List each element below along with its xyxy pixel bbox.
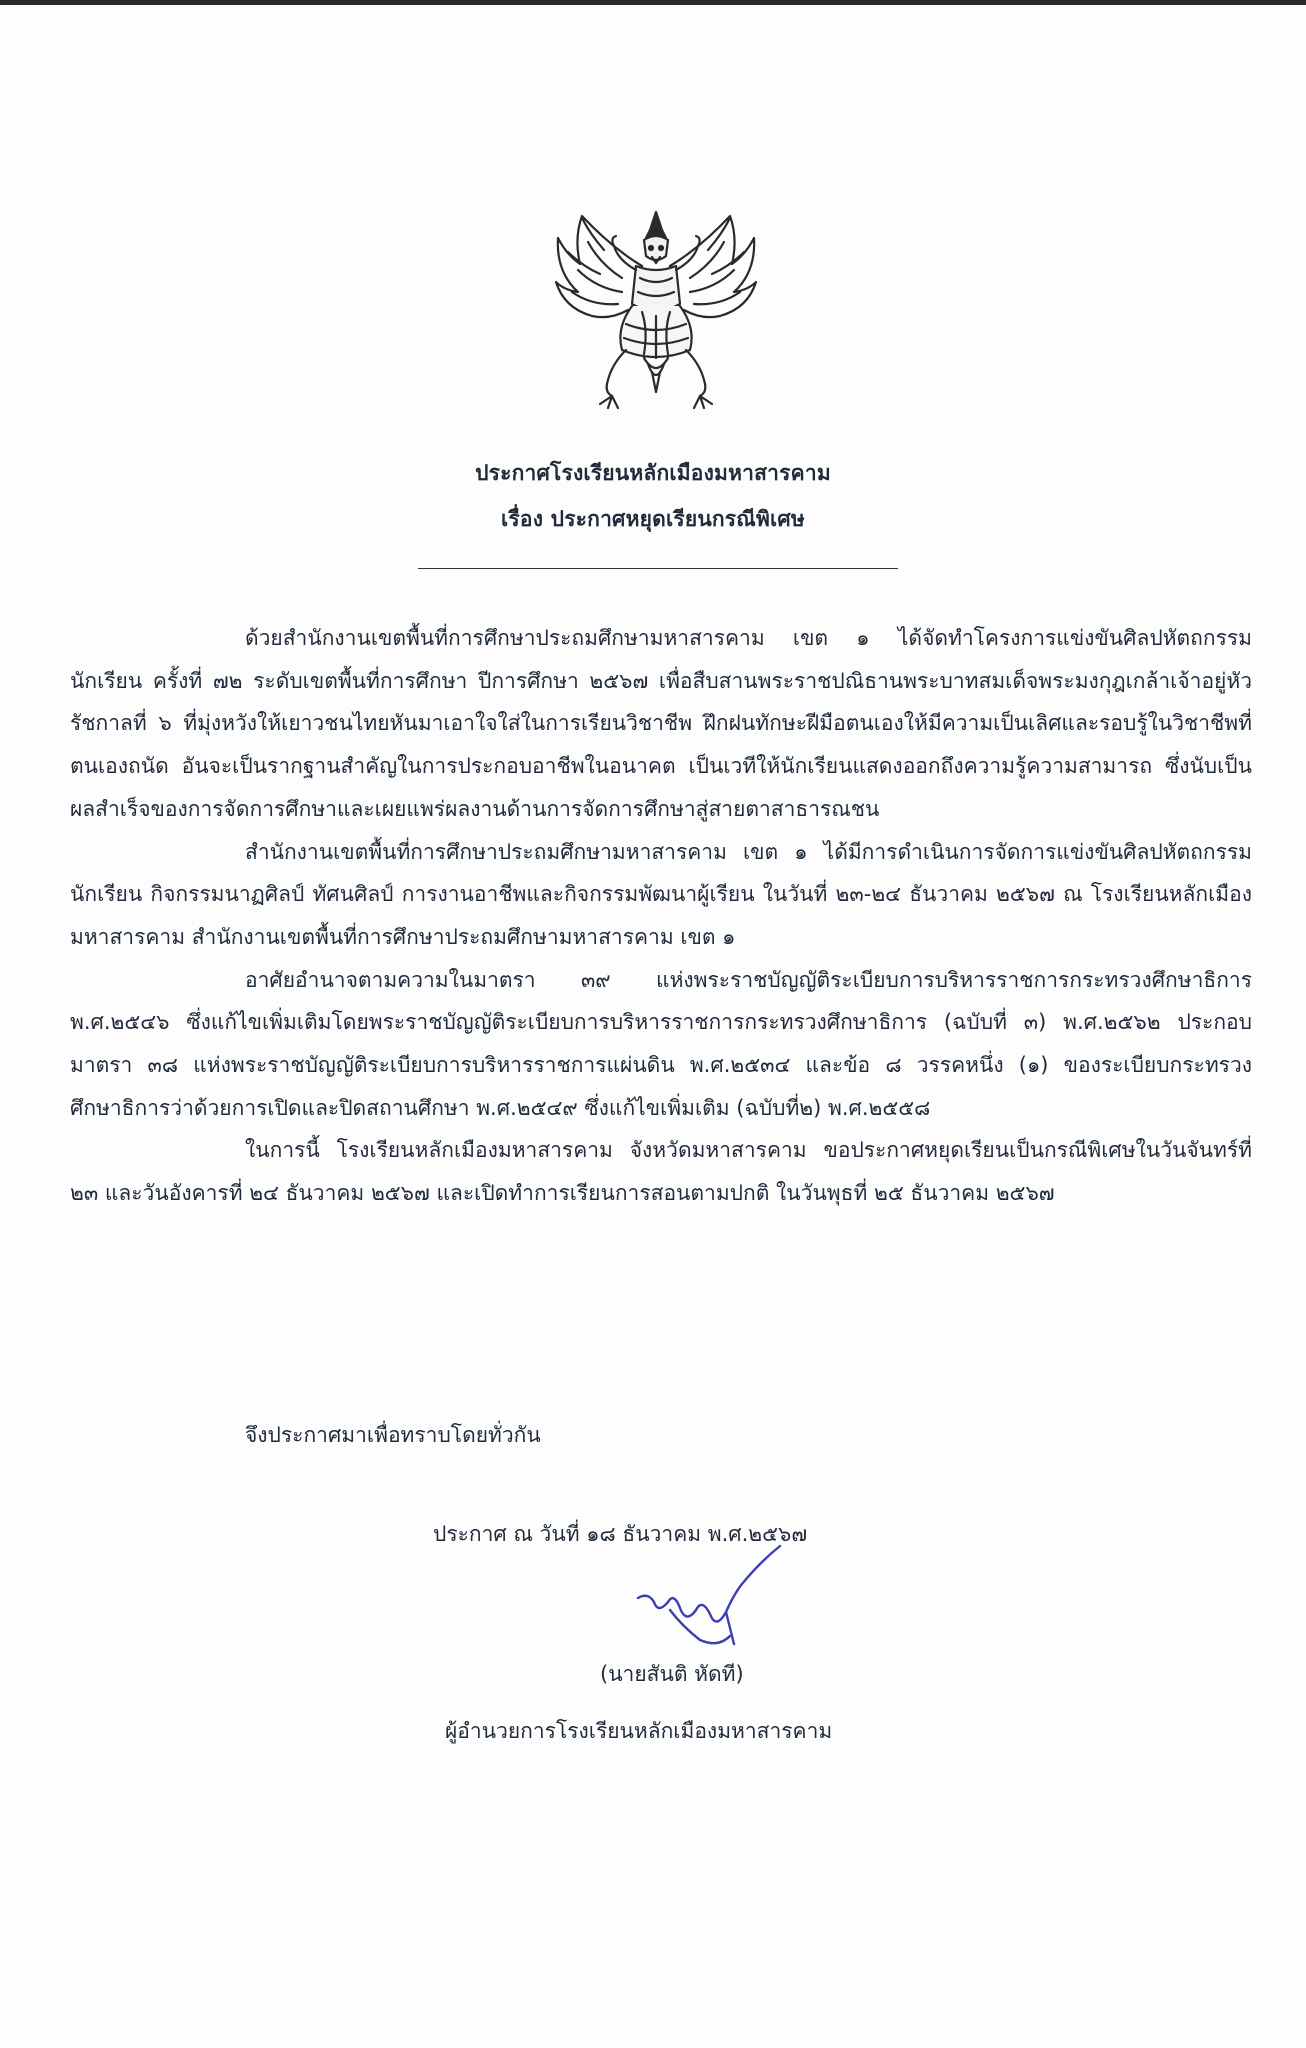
body-paragraph: ด้วยสำนักงานเขตพื้นที่การศึกษาประถมศึกษามหาสารคาม เขต ๑ ได้จัดทำโครงการแข่งขันศิลปหัตถกรรมนักเรียน ครั้งที่ ๗๒ ระดับเขตพื้นที่การศึกษา ปีการศึกษา ๒๕๖๗ เพื่อสืบสานพระราชปณิธานพระบาทสมเด็จพระมงกุฎเกล้าเจ้าอยู่หัว รัชกาลที่ ๖ ที่มุ่งหวังให้เยาวชนไทยหันมาเอาใจใส่ในการเรียนวิชาชีพ ฝึกฝนทักษะฝีมือตนเองให้มีความเป็นเลิศและรอบรู้ในวิชาชีพที่ตนเองถนัด อันจะเป็นรากฐานสำคัญในการประกอบอาชีพในอนาคต เป็นเวทีให้นักเรียนแสดงออกถึงความรู้ความสามารถ ซึ่งนับเป็นผลสำเร็จของการจัดการศึกษาและเผยแพร่ผลงานด้านการจัดการศึกษาสู่สายตาสาธารณชน	[70, 626, 1252, 821]
handwritten-signature-icon	[630, 1540, 810, 1650]
announcement-title: ประกาศโรงเรียนหลักเมืองมหาสารคาม	[475, 461, 831, 485]
garuda-emblem-icon	[552, 208, 760, 415]
signer-position: ผู้อำนวยการโรงเรียนหลักเมืองมหาสารคาม	[445, 1719, 833, 1743]
announcement-subject: เรื่อง ประกาศหยุดเรียนกรณีพิเศษ	[501, 507, 805, 531]
body-paragraph: สำนักงานเขตพื้นที่การศึกษาประถมศึกษามหาสารคาม เขต ๑ ได้มีการดำเนินการจัดการแข่งขันศิลปหัตถกรรมนักเรียน กิจกรรมนาฏศิลป์ ทัศนศิลป์ การงานอาชีพและกิจกรรมพัฒนาผู้เรียน ในวันที่ ๒๓-๒๔ ธันวาคม ๒๕๖๗ ณ โรงเรียนหลักเมืองมหาสารคาม สำนักงานเขตพื้นที่การศึกษาประถมศึกษามหาสารคาม เขต ๑	[70, 839, 1252, 949]
announcement-date: ประกาศ ณ วันที่ ๑๘ ธันวาคม พ.ศ.๒๕๖๗	[433, 1522, 808, 1546]
announcement-page	[0, 5, 1306, 2048]
closing-statement: จึงประกาศมาเพื่อทราบโดยทั่วกัน	[245, 1423, 541, 1447]
title-divider	[418, 568, 898, 569]
body-paragraph: อาศัยอำนาจตามความในมาตรา ๓๙ แห่งพระราชบัญญัติระเบียบการบริหารราชการกระทรวงศึกษาธิการ พ.ศ.๒๕๔๖ ซึ่งแก้ไขเพิ่มเติมโดยพระราชบัญญัติระเบียบการบริหารราชการกระทรวงศึกษาธิการ (ฉบับที่ ๓) พ.ศ.๒๕๖๒ ประกอบมาตรา ๓๘ แห่งพระราชบัญญัติระเบียบการบริหารราชการแผ่นดิน พ.ศ.๒๕๓๔ และข้อ ๘ วรรคหนึ่ง (๑) ของระเบียบกระทรวงศึกษาธิการว่าด้วยการเปิดและปิดสถานศึกษา พ.ศ.๒๕๔๙ ซึ่งแก้ไขเพิ่มเติม (ฉบับที่๒) พ.ศ.๒๕๕๘	[70, 967, 1252, 1120]
body-paragraph: ในการนี้ โรงเรียนหลักเมืองมหาสารคาม จังหวัดมหาสารคาม ขอประกาศหยุดเรียนเป็นกรณีพิเศษในวันจันทร์ที่ ๒๓ และวันอังคารที่ ๒๔ ธันวาคม ๒๕๖๗ และเปิดทำการเรียนการสอนตามปกติ ในวันพุธที่ ๒๕ ธันวาคม ๒๕๖๗	[70, 1138, 1252, 1206]
signer-name: (นายสันติ หัดที)	[600, 1662, 744, 1686]
announcement-body	[70, 617, 1252, 1215]
